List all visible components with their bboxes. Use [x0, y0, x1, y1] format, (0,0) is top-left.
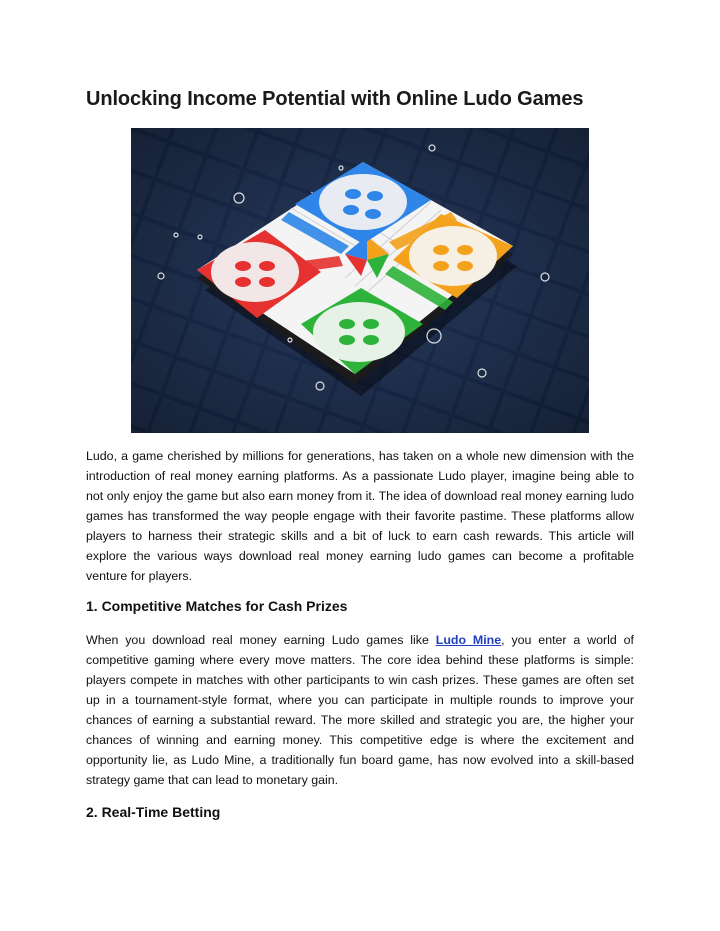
section-1-text-before-link: When you download real money earning Ludo games like: [86, 633, 436, 647]
ludo-board-illustration: [131, 128, 589, 433]
section-2-heading: 2. Real-Time Betting: [86, 804, 221, 820]
intro-paragraph: Ludo, a game cherished by millions for generations, has taken on a whole new dimension with the introduction of real money earning platforms. As a passionate Ludo player, imagine being able to not only enjoy the game but also earn money from it. The idea of download real money earning ludo games has transformed the way people engage with their favorite pastime. These platforms allow players to harness their strategic skills and a bit of luck to earn cash rewards. This article will explore the various ways download real money earning ludo games can become a profitable venture for players.: [86, 449, 634, 583]
article-title: Unlocking Income Potential with Online Ludo Games: [86, 88, 584, 110]
section-1-heading: 1. Competitive Matches for Cash Prizes: [86, 598, 348, 614]
section-1-paragraph: [86, 630, 634, 790]
ludo-mine-link[interactable]: Ludo Mine: [435, 633, 502, 647]
section-1-text-after-link: , you enter a world of competitive gaming where every move matters. The core idea behind these platforms is simple: players compete in matches with other participants to win cash prizes. These games are often set up in a tournament-style format, where you can participate in multiple rounds to improve your chances of earning a substantial reward. The more skilled and strategic you are, the higher your chances of winning and earning money. This competitive edge is where the excitement and opportunity lie, as Ludo Mine, a traditionally fun board game, has now evolved into a skill-based strategy game that can lead to monetary gain.: [86, 633, 634, 787]
